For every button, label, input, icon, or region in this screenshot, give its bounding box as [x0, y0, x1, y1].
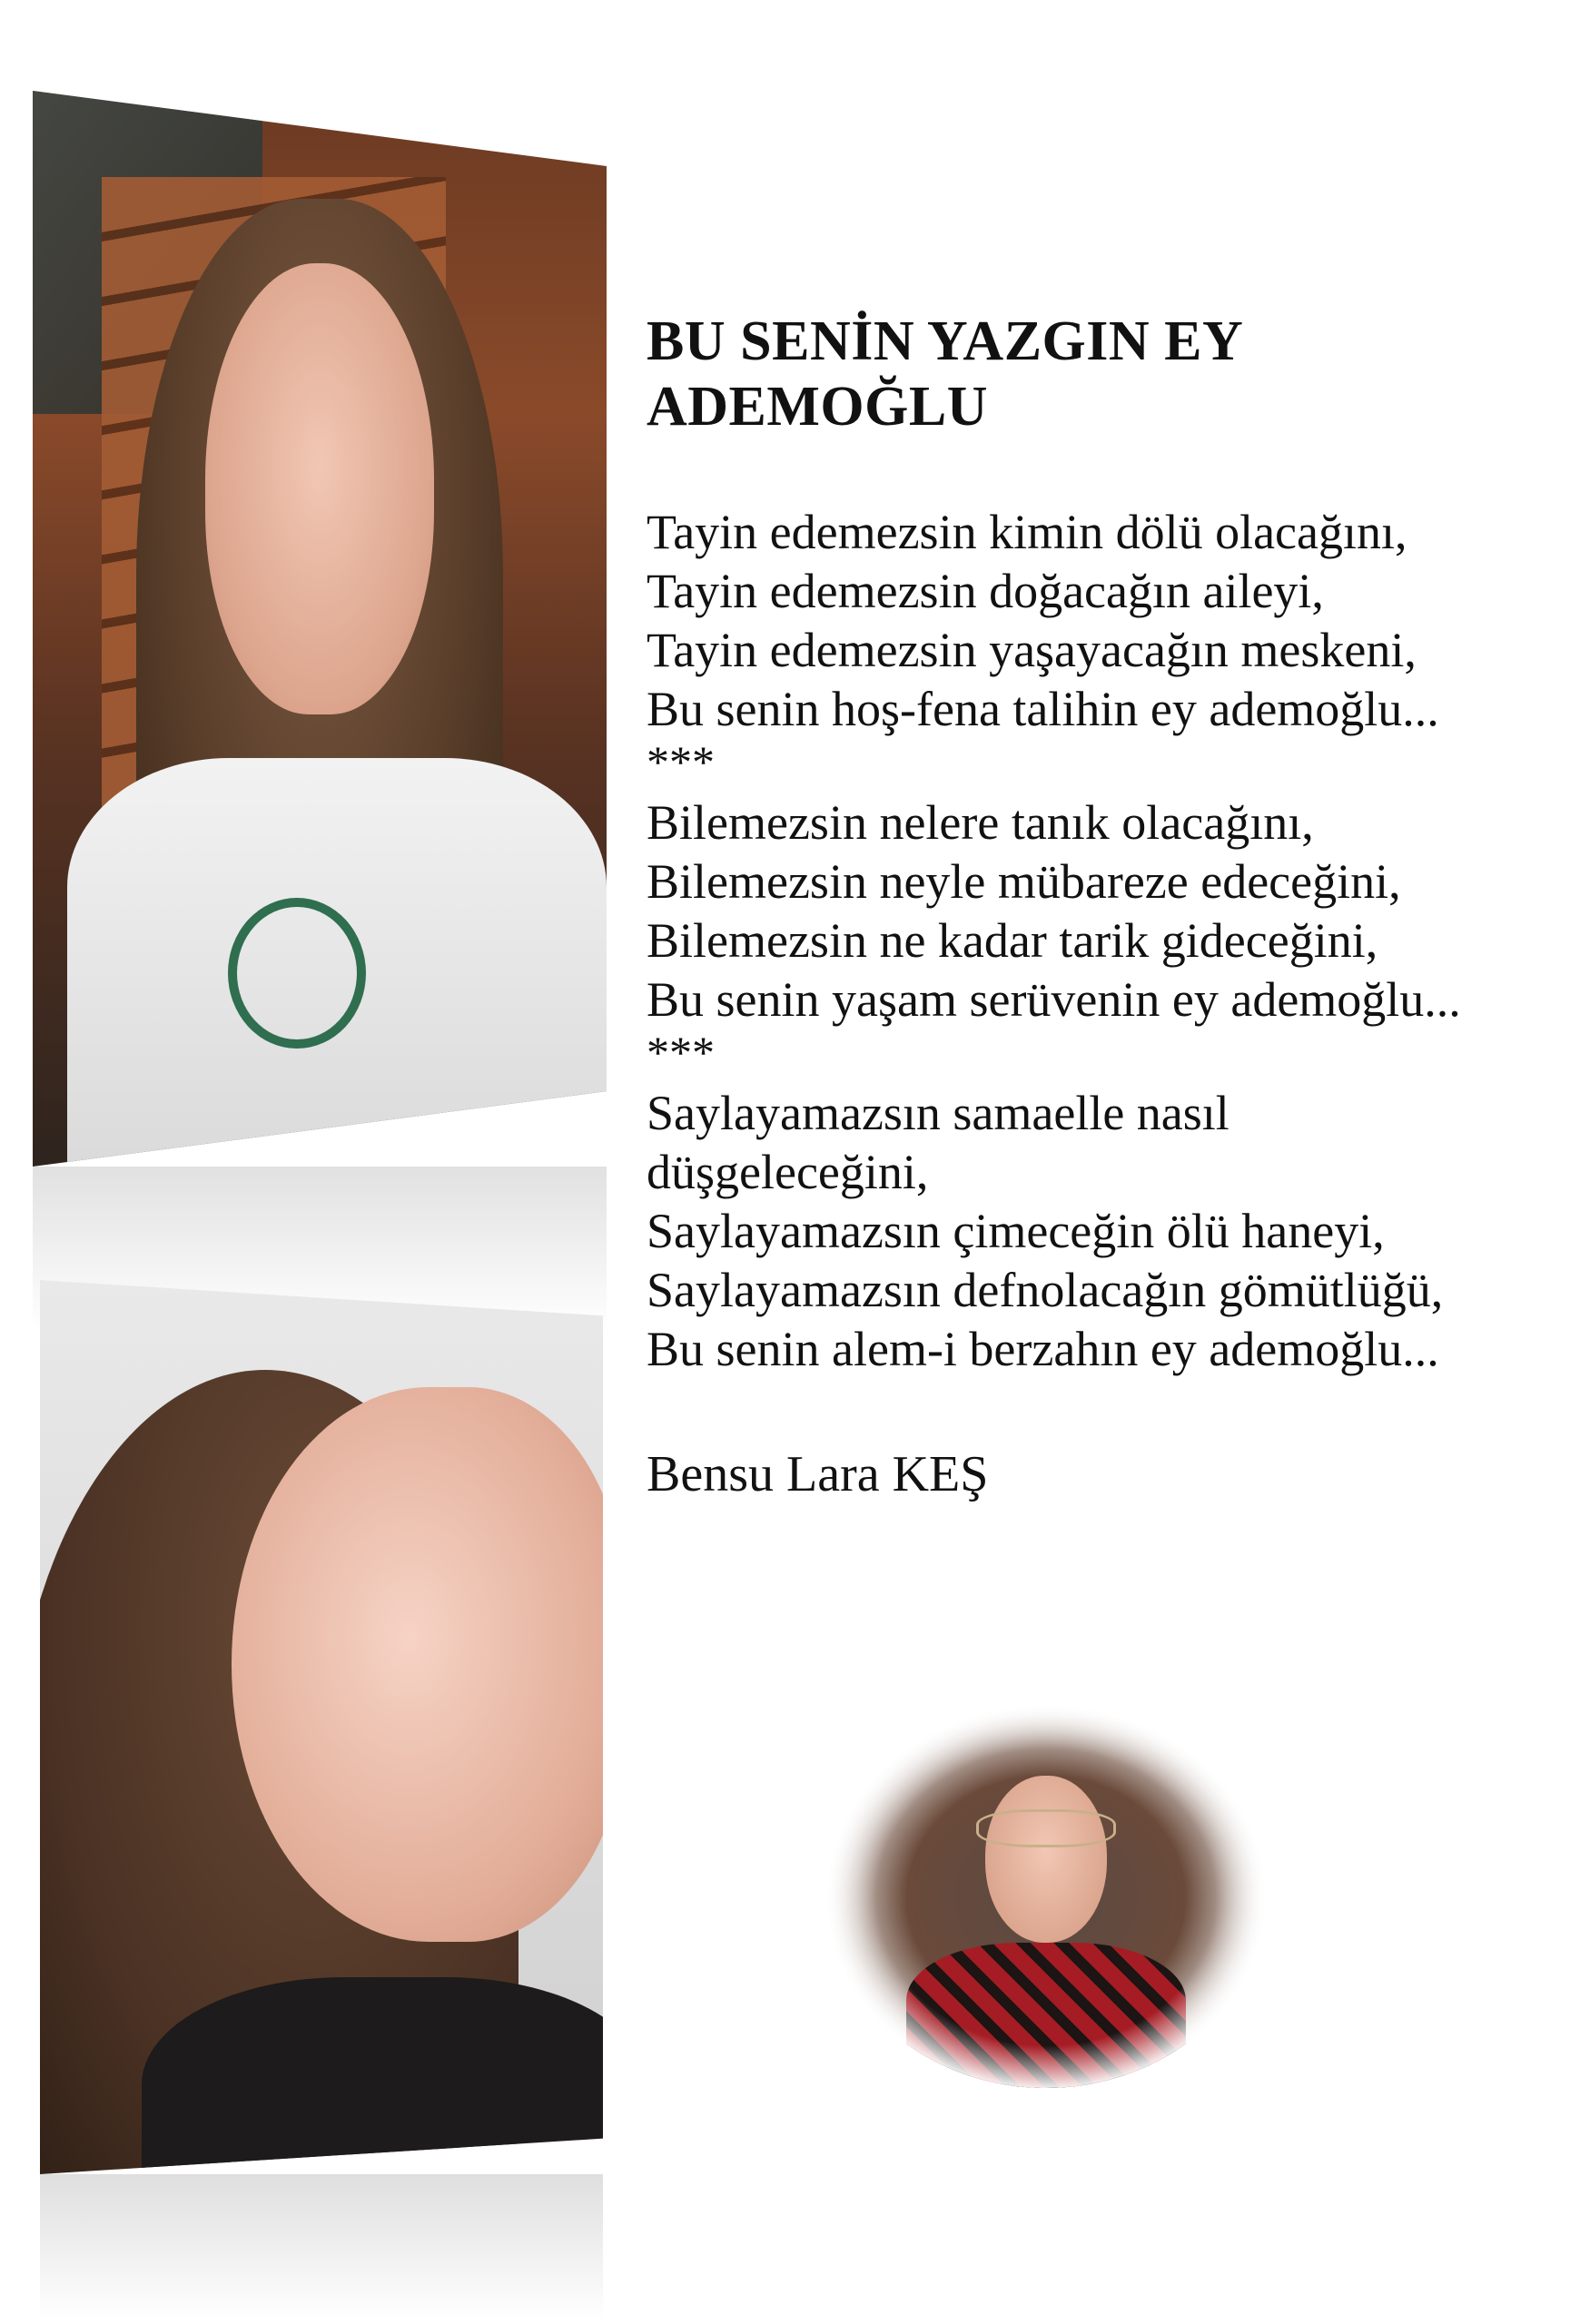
poem-title-line: BU SENİN YAZGIN EY	[647, 310, 1244, 372]
photo-shirt-logo	[228, 898, 366, 1049]
photo-vignette	[828, 1707, 1264, 2088]
poem-line: Bu senin hoş-fena talihin ey ademoğlu...	[647, 682, 1439, 736]
poem-line: Bilemezsin neyle mübareze edeceğini,	[647, 854, 1401, 909]
photo-face	[205, 263, 435, 715]
stanza-2	[647, 793, 1573, 1029]
poem-author: Bensu Lara KEŞ	[647, 1446, 989, 1502]
poem-title-line: ADEMOĞLU	[647, 376, 988, 438]
poem-line: Bu senin yaşam serüvenin ey ademoğlu...	[647, 972, 1461, 1027]
poem-line: Bu senin alem-i berzahın ey ademoğlu...	[647, 1322, 1439, 1376]
poem-line: Tayin edemezsin doğacağın aileyi,	[647, 564, 1324, 618]
portrait-photo-1	[33, 91, 607, 1167]
poem-line: Bilemezsin ne kadar tarik gideceğini,	[647, 913, 1378, 968]
photo-2-reflection	[40, 2174, 603, 2319]
poem-line: Saylayamazsın çimeceğin ölü haneyi,	[647, 1204, 1385, 1258]
portrait-photo-oval	[828, 1707, 1264, 2088]
poem-line: Tayin edemezsin kimin dölü olacağını,	[647, 505, 1407, 559]
stanza-3	[647, 1084, 1573, 1379]
poem	[647, 309, 1573, 1506]
stanza-1	[647, 503, 1573, 739]
poem-line: Saylayamazsın samaelle nasıl	[647, 1086, 1229, 1140]
poem-line: Tayin edemezsin yaşayacağın meskeni,	[647, 623, 1417, 677]
poem-title	[647, 309, 1573, 439]
poem-line: düşgeleceğini,	[647, 1145, 929, 1199]
poem-line: Saylayamazsın defnolacağın gömütlüğü,	[647, 1263, 1444, 1317]
stanza-separator: ***	[647, 1027, 715, 1078]
stanza-separator: ***	[647, 736, 715, 787]
portrait-photo-2	[40, 1280, 603, 2174]
photo-face	[232, 1387, 603, 1942]
photo-shirt	[142, 1977, 603, 2174]
poem-line: Bilemezsin nelere tanık olacağını,	[647, 795, 1314, 850]
